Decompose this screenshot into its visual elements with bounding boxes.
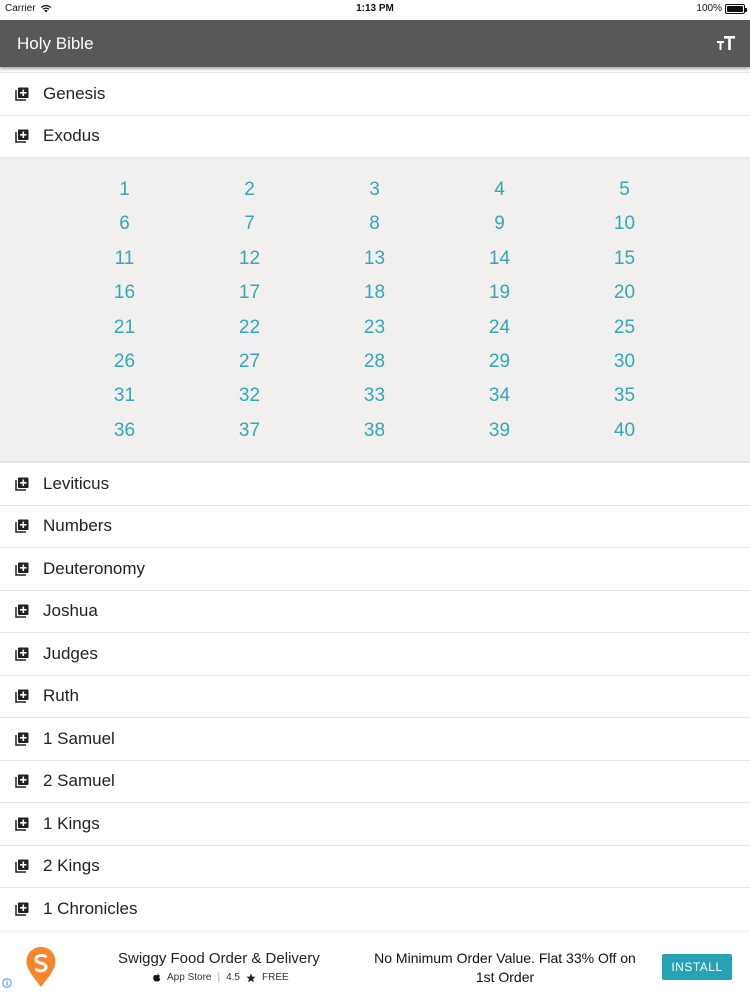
plus-square-icon xyxy=(15,774,29,788)
book-name: 1 Samuel xyxy=(43,728,115,748)
book-name: 2 Kings xyxy=(43,856,100,876)
install-button[interactable]: INSTALL xyxy=(662,954,732,980)
book-row-exodus[interactable] xyxy=(0,115,750,158)
chapter-link[interactable]: 28 xyxy=(363,350,386,372)
chapter-grid xyxy=(0,157,750,462)
battery-status xyxy=(696,3,745,14)
books-after xyxy=(0,462,750,930)
ad-meta xyxy=(153,972,289,983)
chapter-link[interactable]: 23 xyxy=(363,316,386,338)
chapter-link[interactable]: 32 xyxy=(238,385,261,407)
ad-info-icon[interactable] xyxy=(2,978,12,988)
plus-square-icon xyxy=(15,689,29,703)
chapter-link[interactable]: 20 xyxy=(613,282,636,304)
plus-square-icon xyxy=(15,732,29,746)
chapter-link[interactable]: 9 xyxy=(494,213,505,235)
ad-store-label: App Store xyxy=(167,972,212,983)
plus-square-icon xyxy=(15,562,29,576)
chapter-link[interactable]: 2 xyxy=(244,179,255,200)
chapter-link[interactable]: 16 xyxy=(113,282,136,304)
chapter-link[interactable]: 13 xyxy=(363,247,386,269)
book-row-genesis[interactable] xyxy=(0,72,750,115)
status-time: 1:13 PM xyxy=(356,3,394,14)
book-name: Ruth xyxy=(43,686,79,706)
chapter-link[interactable]: 10 xyxy=(613,213,636,235)
book-name: 1 Chronicles xyxy=(43,898,138,918)
plus-square-icon xyxy=(15,604,29,618)
book-row-1-kings[interactable] xyxy=(0,802,750,845)
book-name: Genesis xyxy=(43,83,106,103)
status-bar xyxy=(0,0,750,20)
book-row-judges[interactable] xyxy=(0,632,750,675)
chapter-link[interactable]: 31 xyxy=(113,385,136,407)
book-row-joshua[interactable] xyxy=(0,590,750,633)
plus-square-icon xyxy=(15,859,29,873)
chapter-link[interactable]: 4 xyxy=(494,179,505,200)
chapter-link[interactable]: 37 xyxy=(238,419,261,441)
plus-square-icon xyxy=(15,477,29,491)
book-name: Exodus xyxy=(43,126,100,146)
plus-square-icon xyxy=(15,87,29,101)
chapter-link[interactable]: 30 xyxy=(613,350,636,372)
ad-rating: 4.5 xyxy=(226,972,240,983)
chapter-link[interactable]: 25 xyxy=(613,316,636,338)
chapter-link[interactable]: 21 xyxy=(113,316,136,338)
chapter-link[interactable]: 36 xyxy=(113,419,136,441)
chapter-link[interactable]: 29 xyxy=(488,350,511,372)
battery-icon xyxy=(725,4,745,14)
chapter-link[interactable]: 5 xyxy=(619,179,630,200)
chapter-link[interactable]: 35 xyxy=(613,385,636,407)
page-title: Holy Bible xyxy=(17,34,94,53)
plus-square-icon xyxy=(15,647,29,661)
chapter-link[interactable]: 3 xyxy=(369,179,380,200)
chapter-link[interactable]: 7 xyxy=(244,213,255,235)
plus-square-icon xyxy=(15,902,29,916)
chapter-link[interactable]: 8 xyxy=(369,213,380,235)
ad-price: FREE xyxy=(262,972,289,983)
chapter-grid-inner xyxy=(62,173,687,448)
ad-banner[interactable] xyxy=(0,931,750,1000)
book-row-deuteronomy[interactable] xyxy=(0,547,750,590)
book-name: 2 Samuel xyxy=(43,771,115,791)
plus-square-icon xyxy=(15,519,29,533)
chapter-link[interactable]: 26 xyxy=(113,350,136,372)
chapter-link[interactable]: 24 xyxy=(488,316,511,338)
chapter-link[interactable]: 19 xyxy=(488,282,511,304)
apple-icon xyxy=(153,973,161,982)
plus-square-icon xyxy=(15,129,29,143)
chapter-link[interactable]: 39 xyxy=(488,419,511,441)
book-row-ruth[interactable] xyxy=(0,675,750,718)
battery-percent: 100% xyxy=(696,3,722,14)
swiggy-logo-icon xyxy=(25,946,57,988)
book-name: Numbers xyxy=(43,516,112,536)
chapter-link[interactable]: 38 xyxy=(363,419,386,441)
chapter-link[interactable]: 12 xyxy=(238,247,261,269)
book-name: Leviticus xyxy=(43,473,110,493)
ad-app-name[interactable]: Swiggy Food Order & Delivery xyxy=(118,950,320,967)
book-row-numbers[interactable] xyxy=(0,505,750,548)
plus-square-icon xyxy=(15,817,29,831)
book-row-leviticus[interactable] xyxy=(0,462,750,505)
book-name: Judges xyxy=(43,643,98,663)
book-row-1-samuel[interactable] xyxy=(0,717,750,760)
chapter-link[interactable]: 14 xyxy=(488,247,511,269)
ad-description[interactable]: No Minimum Order Value. Flat 33% Off on 1st Order xyxy=(374,950,636,985)
divider: | xyxy=(217,972,221,983)
carrier-label: Carrier xyxy=(5,3,36,14)
chapter-link[interactable]: 11 xyxy=(114,247,135,269)
chapter-link[interactable]: 33 xyxy=(363,385,386,407)
chapter-link[interactable]: 17 xyxy=(238,282,261,304)
chapter-link[interactable]: 34 xyxy=(488,385,511,407)
chapter-link[interactable]: 15 xyxy=(613,247,636,269)
star-icon xyxy=(246,973,256,983)
chapter-link[interactable]: 6 xyxy=(119,213,130,235)
book-name: Joshua xyxy=(43,601,98,621)
book-name: 1 Kings xyxy=(43,813,100,833)
book-row-1-chronicles[interactable] xyxy=(0,887,750,930)
book-name: Deuteronomy xyxy=(43,558,146,578)
chapter-link[interactable]: 1 xyxy=(119,179,130,200)
chapter-link[interactable]: 22 xyxy=(238,316,261,338)
nav-bar xyxy=(0,20,750,67)
chapter-link[interactable]: 18 xyxy=(363,282,386,304)
chapter-link[interactable]: 40 xyxy=(613,419,636,441)
text-size-icon[interactable] xyxy=(716,33,736,53)
book-list xyxy=(0,72,750,930)
book-row-2-kings[interactable] xyxy=(0,845,750,888)
chapter-link[interactable]: 27 xyxy=(238,350,261,372)
book-row-2-samuel[interactable] xyxy=(0,760,750,803)
